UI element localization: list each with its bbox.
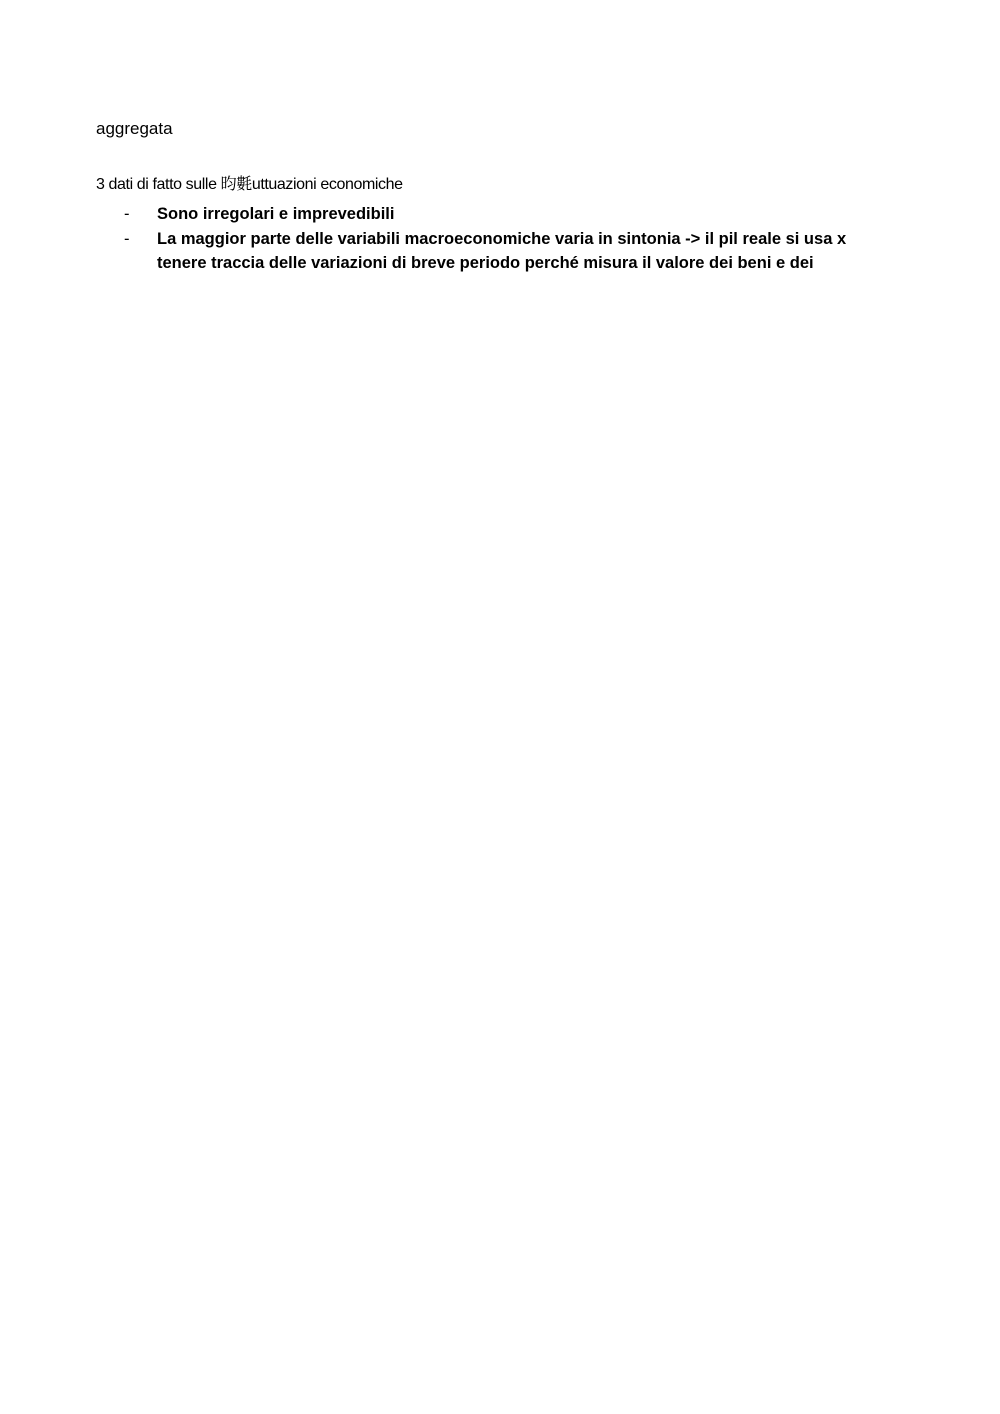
list-item-text: La maggior parte delle variabili macroeconomiche varia in sintonia -> il pil reale si usa x tenere traccia delle variazioni di breve periodo perché misura il valore dei beni e dei (157, 229, 847, 272)
list-item-text: Sono irregolari e imprevedibili (157, 205, 395, 223)
list-item (124, 202, 924, 227)
text-line-aggregata: aggregata (96, 119, 173, 138)
dash-marker: - (124, 205, 130, 223)
dash-marker: - (124, 229, 130, 248)
list-item (124, 227, 924, 276)
bullet-list (124, 202, 924, 276)
text-line-heading: 3 dati di fatto sulle 昀氀uttuazioni economiche (96, 176, 403, 193)
